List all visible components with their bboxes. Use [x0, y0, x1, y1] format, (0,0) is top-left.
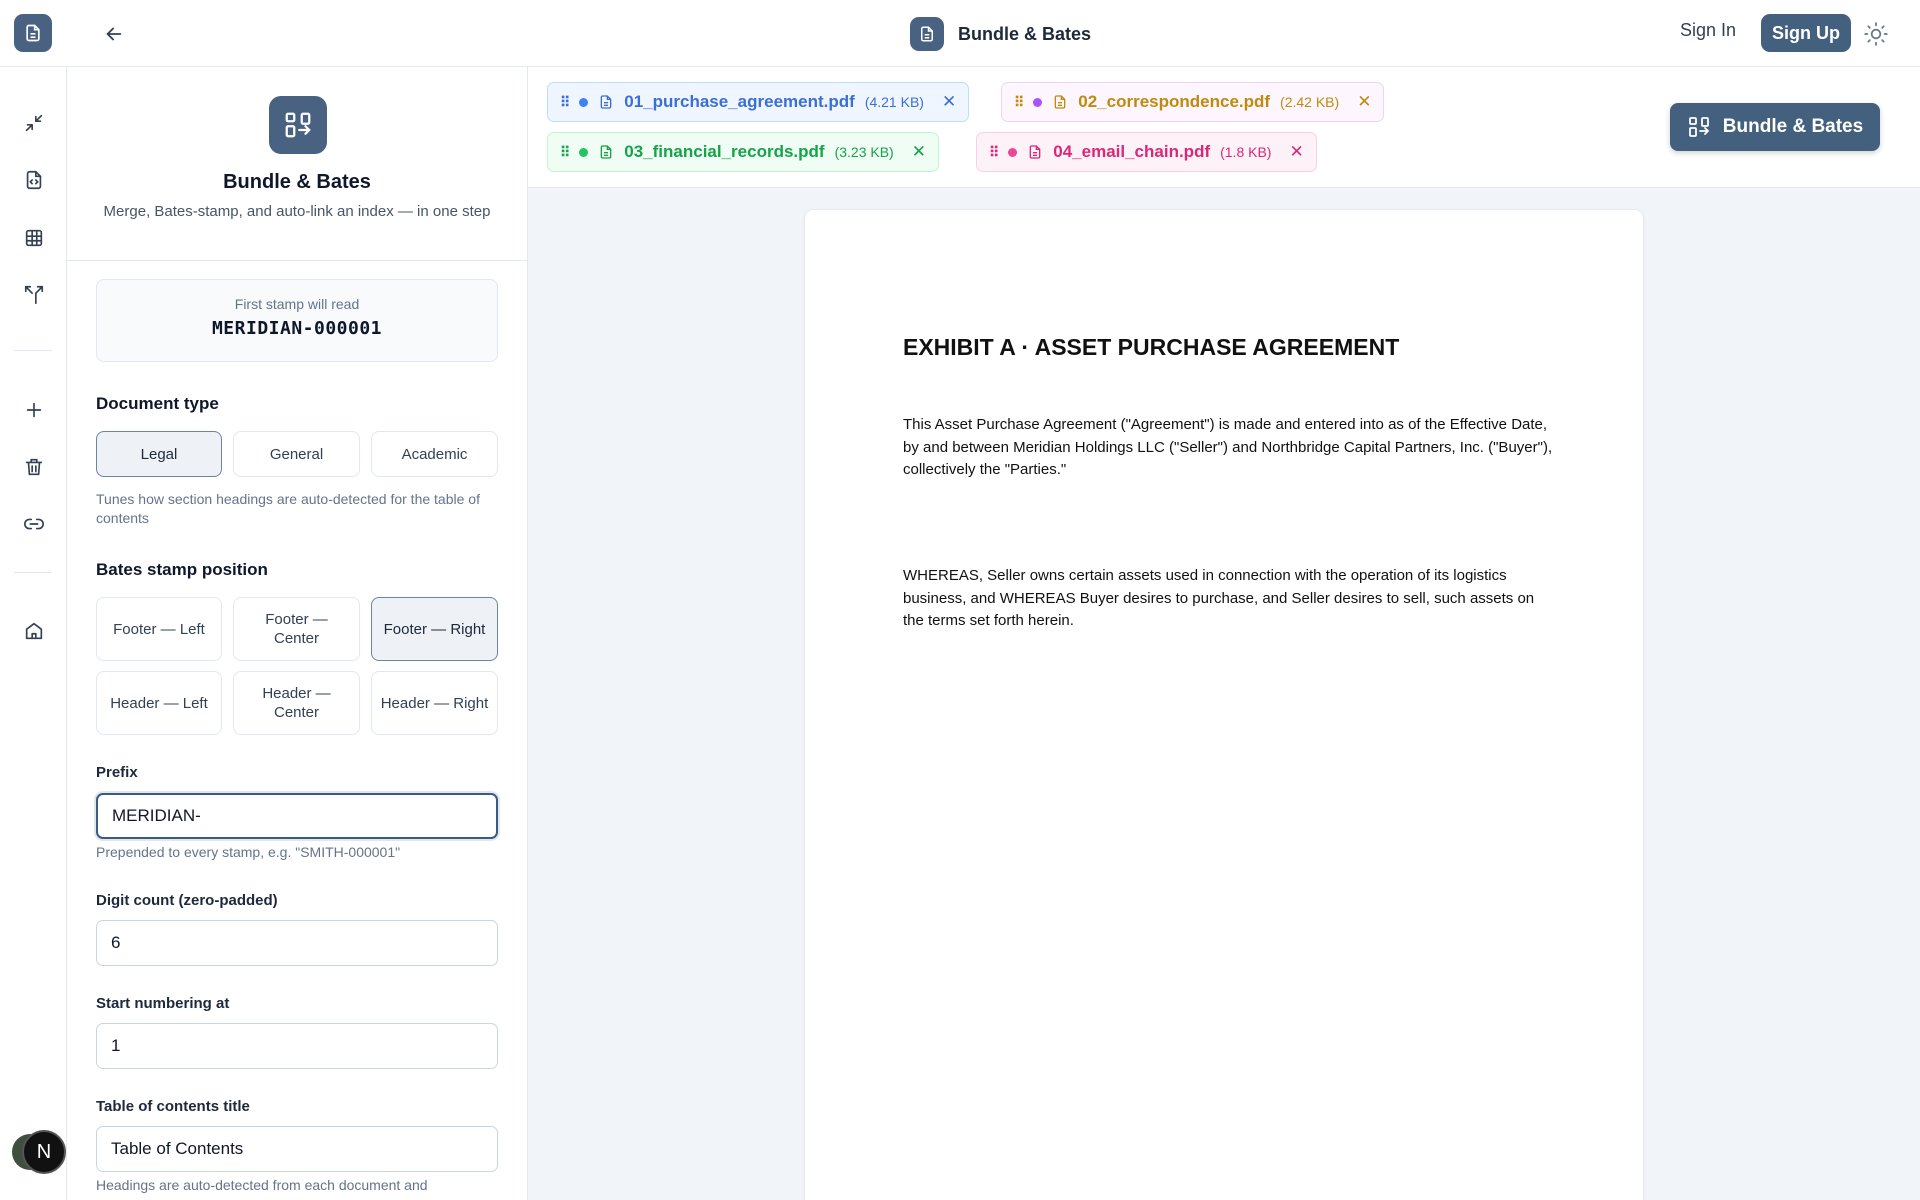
remove-file-icon[interactable]: ✕: [1357, 92, 1372, 111]
remove-file-icon[interactable]: ✕: [911, 142, 926, 161]
drag-handle-icon[interactable]: ⠿: [560, 93, 570, 110]
document-page: [804, 209, 1644, 1200]
toc-title-label: Table of contents title: [96, 1098, 250, 1115]
file-bar: [528, 67, 1920, 188]
digit-count-label: Digit count (zero-padded): [96, 892, 278, 909]
toc-hint: Headings are auto-detected from each document and: [96, 1177, 428, 1193]
panel-title: Bundle & Bates: [223, 171, 371, 193]
bundle-icon: [1687, 115, 1711, 139]
file-chip[interactable]: [547, 132, 939, 172]
start-number-input[interactable]: [96, 1023, 498, 1069]
color-dot: [1033, 98, 1042, 107]
document-title: EXHIBIT A · ASSET PURCHASE AGREEMENT: [903, 334, 1400, 360]
compress-icon[interactable]: [17, 106, 51, 140]
drag-handle-icon[interactable]: ⠿: [560, 143, 570, 160]
bundle-bates-label: Bundle & Bates: [1722, 116, 1864, 137]
document-icon: [910, 17, 944, 51]
drag-handle-icon[interactable]: ⠿: [1014, 93, 1024, 110]
rail-divider: [14, 350, 52, 351]
color-dot: [1008, 148, 1017, 157]
avatar-letter: N: [22, 1130, 66, 1174]
file-icon: [598, 93, 614, 111]
color-dot: [579, 98, 588, 107]
file-name: 04_email_chain.pdf: [1053, 142, 1211, 161]
arrow-left-icon: [103, 23, 125, 45]
position-footer-right[interactable]: Footer — Right: [371, 597, 498, 661]
file-name: 01_purchase_agreement.pdf: [624, 92, 855, 111]
prefix-input[interactable]: [96, 793, 498, 839]
panel-header: [67, 67, 527, 261]
top-bar: [0, 0, 1920, 67]
toc-title-input[interactable]: [96, 1126, 498, 1172]
document-type-label: Document type: [96, 394, 219, 413]
position-header-left[interactable]: Header — Left: [96, 671, 222, 735]
prefix-hint: Prepended to every stamp, e.g. "SMITH-000001": [96, 844, 401, 860]
panel-subtitle: Merge, Bates-stamp, and auto-link an index — in one step: [103, 203, 491, 220]
stamp-position-label: Bates stamp position: [96, 560, 268, 579]
digit-count-input[interactable]: [96, 920, 498, 966]
link-icon[interactable]: [17, 507, 51, 541]
app-logo[interactable]: [14, 14, 52, 52]
sun-icon: [1863, 21, 1889, 47]
color-dot: [579, 148, 588, 157]
file-size: (3.23 KB): [834, 144, 894, 160]
document-paragraph: This Asset Purchase Agreement ("Agreement") is made and entered into as of the Effective Date, by and between Meridian Holdings LLC ("Seller") and Northbridge Capital Partners, Inc. ("Buyer"), collectively the "Parties.": [903, 416, 1553, 478]
document-type-hint: Tunes how section headings are auto-detected for the table of contents: [96, 491, 480, 526]
left-rail: [0, 67, 67, 1200]
sign-up-button[interactable]: Sign Up: [1761, 14, 1851, 52]
start-number-label: Start numbering at: [96, 995, 230, 1012]
document-paragraph: WHEREAS, Seller owns certain assets used in connection with the operation of its logistics business, and WHEREAS Buyer desires to purchase, and Seller desires to sell, such assets on the terms set forth herein.: [903, 567, 1535, 629]
position-header-center[interactable]: Header — Center: [233, 671, 360, 735]
prefix-label: Prefix: [96, 764, 138, 781]
doc-type-legal[interactable]: Legal: [96, 431, 222, 477]
file-name: 02_correspondence.pdf: [1078, 92, 1271, 111]
sign-in-link[interactable]: Sign In: [1680, 20, 1737, 40]
position-header-right[interactable]: Header — Right: [371, 671, 498, 735]
file-size: (4.21 KB): [864, 94, 924, 110]
bundle-bates-button[interactable]: [1670, 103, 1880, 151]
split-icon[interactable]: [17, 278, 51, 312]
stamp-preview-value: MERIDIAN-000001: [211, 318, 383, 339]
drag-handle-icon[interactable]: ⠿: [989, 143, 999, 160]
position-footer-center[interactable]: Footer — Center: [233, 597, 360, 661]
doc-type-academic[interactable]: Academic: [371, 431, 498, 477]
app-title: Bundle & Bates: [958, 23, 1092, 44]
file-chip[interactable]: [547, 82, 969, 122]
file-icon: [598, 143, 614, 161]
file-name: 03_financial_records.pdf: [624, 142, 825, 161]
file-size: (2.42 KB): [1280, 94, 1340, 110]
file-chip[interactable]: [1001, 82, 1384, 122]
doc-type-general[interactable]: General: [233, 431, 360, 477]
trash-icon[interactable]: [17, 450, 51, 484]
top-title: [910, 17, 1091, 51]
stamp-preview: [96, 279, 498, 362]
main-area: [528, 67, 1920, 1200]
back-button[interactable]: [98, 18, 130, 50]
file-chip[interactable]: [976, 132, 1317, 172]
settings-panel: [67, 67, 528, 1200]
stamp-preview-label: First stamp will read: [234, 296, 360, 312]
remove-file-icon[interactable]: ✕: [1289, 142, 1304, 161]
theme-toggle[interactable]: [1862, 20, 1890, 48]
table-icon[interactable]: [17, 221, 51, 255]
file-size: (1.8 KB): [1220, 144, 1272, 160]
rail-divider: [14, 572, 52, 573]
avatar[interactable]: [12, 1130, 56, 1174]
document-icon: [23, 23, 43, 43]
file-icon: [1052, 93, 1068, 111]
file-icon: [1027, 143, 1043, 161]
home-icon[interactable]: [17, 614, 51, 648]
remove-file-icon[interactable]: ✕: [941, 92, 957, 111]
plus-icon[interactable]: [17, 393, 51, 427]
code-file-icon[interactable]: [17, 163, 51, 197]
position-footer-left[interactable]: Footer — Left: [96, 597, 222, 661]
bundle-icon: [269, 96, 327, 154]
